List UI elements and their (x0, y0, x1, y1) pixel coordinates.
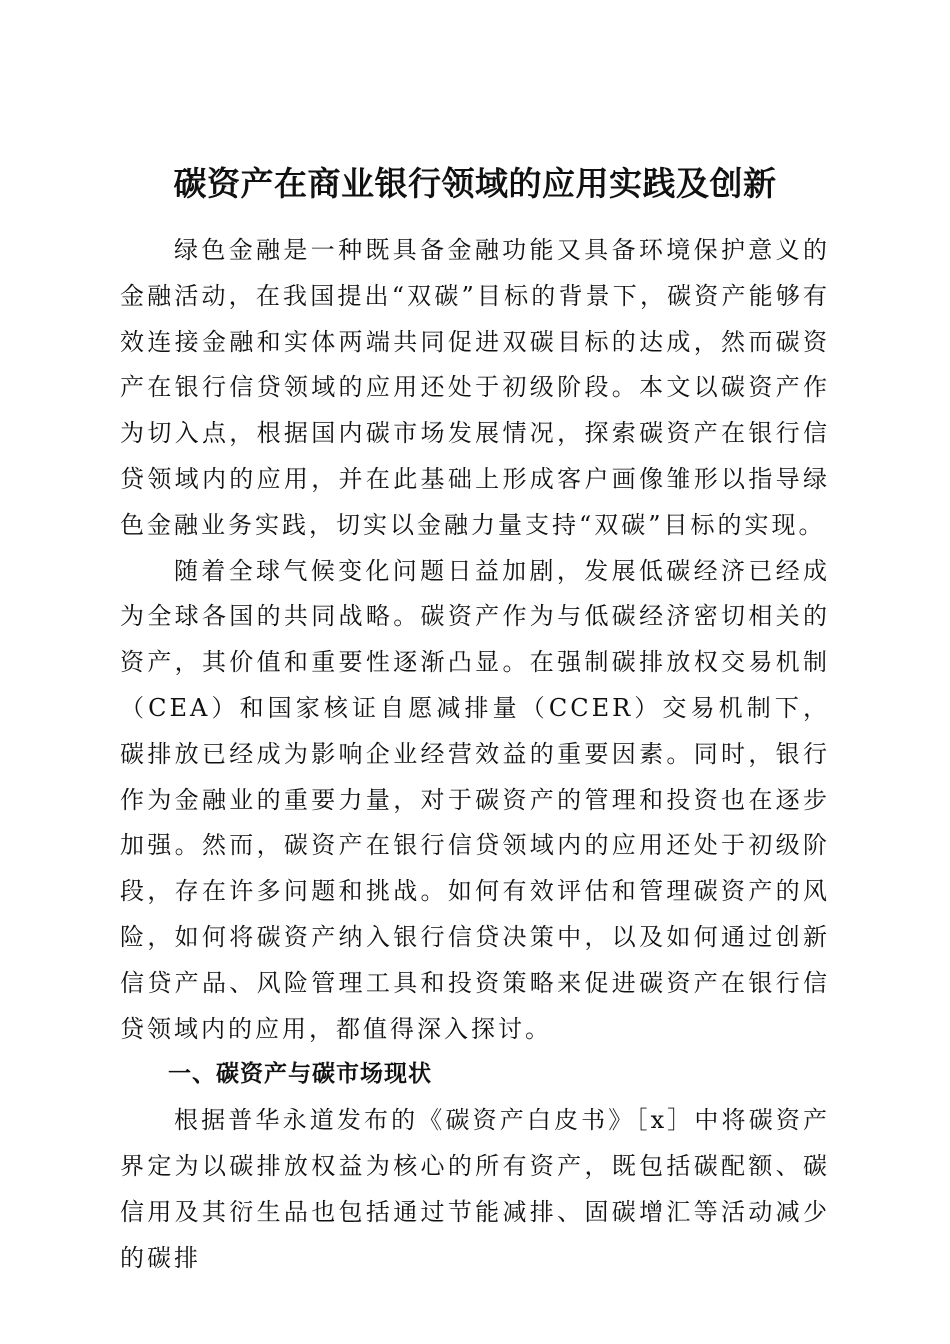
document-body (120, 228, 830, 1281)
section-paragraph: 根据普华永道发布的《碳资产白皮书》［x］中将碳资产界定为以碳排放权益为核心的所有资产，既包括碳配额、碳信用及其衍生品也包括通过节能减排、固碳增汇等活动减少的碳排 (120, 1106, 830, 1272)
intro-paragraph: 随着全球气候变化问题日益加剧，发展低碳经济已经成为全球各国的共同战略。碳资产作为与低碳经济密切相关的资产，其价值和重要性逐渐凸显。在强制碳排放权交易机制（CEA）和国家核证自愿减排量（CCER）交易机制下，碳排放已经成为影响企业经营效益的重要因素。同时，银行作为金融业的重要力量，对于碳资产的管理和投资也在逐步加强。然而，碳资产在银行信贷领域内的应用还处于初级阶段，存在许多问题和挑战。如何有效评估和管理碳资产的风险，如何将碳资产纳入银行信贷决策中，以及如何通过创新信贷产品、风险管理工具和投资策略来促进碳资产在银行信贷领域内的应用，都值得深入探讨。 (120, 556, 830, 1043)
abstract-paragraph: 绿色金融是一种既具备金融功能又具备环境保护意义的金融活动，在我国提出“双碳”目标的背景下，碳资产能够有效连接金融和实体两端共同促进双碳目标的达成，然而碳资产在银行信贷领域的应用还处于初级阶段。本文以碳资产作为切入点，根据国内碳市场发展情况，探索碳资产在银行信贷领域内的应用，并在此基础上形成客户画像雏形以指导绿色金融业务实践，切实以金融力量支持“双碳”目标的实现。 (120, 236, 830, 539)
document-title: 碳资产在商业银行领域的应用实践及创新 (173, 164, 777, 204)
section-heading: 一、碳资产与碳市场现状 (168, 1061, 432, 1088)
